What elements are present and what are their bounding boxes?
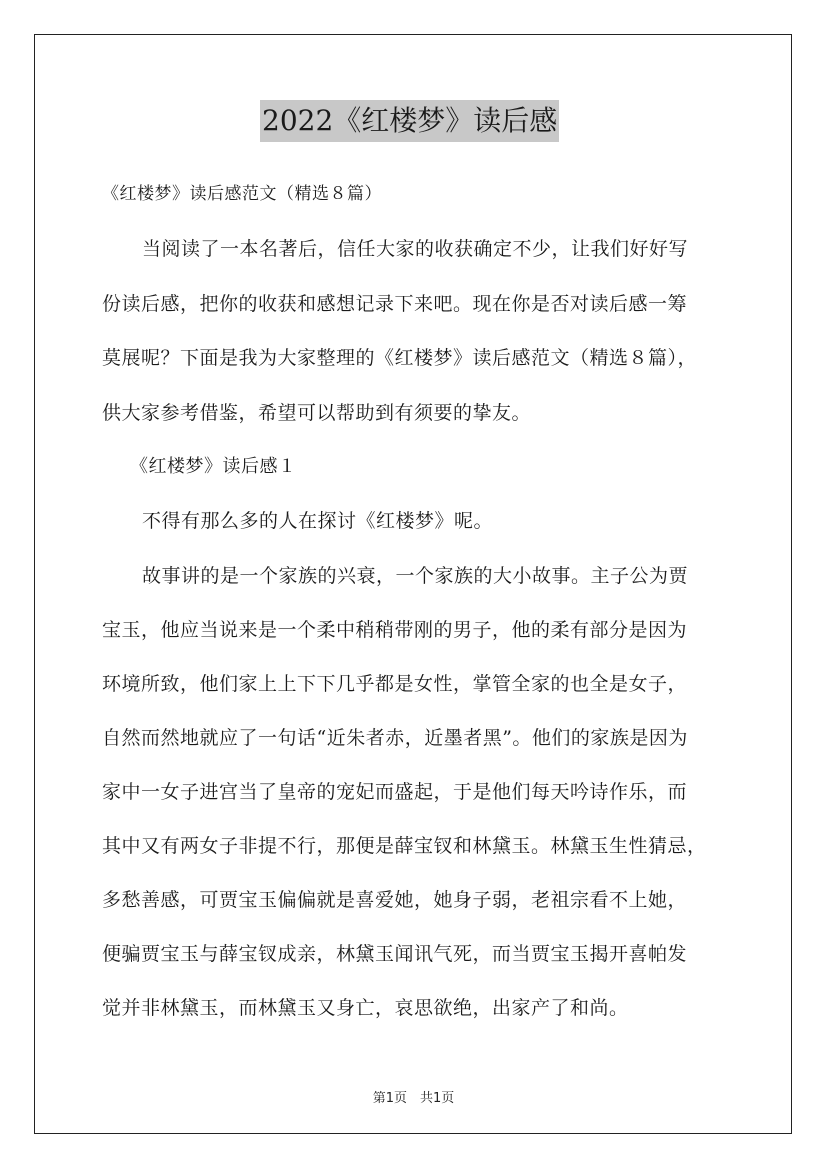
page-footer: 第1页 共1页	[372, 1091, 455, 1106]
body-line: 其中又有两女子非提不行，那便是薛宝钗和林黛玉。林黛玉生性猜忌，	[102, 835, 707, 857]
intro-line: 莫展呢？下面是我为大家整理的《红楼梦》读后感范文（精选８篇），	[102, 347, 698, 369]
body-line: 自然而然地就应了一句话“近朱者赤，近墨者黑”。他们的家族是因为	[102, 727, 688, 749]
body-line: 觉并非林黛玉，而林黛玉又身亡，哀思欲绝，出家产了和尚。	[102, 997, 629, 1019]
intro-line: 供大家参考借鉴，希望可以帮助到有须要的挚友。	[102, 402, 532, 424]
body-line: 宝玉，他应当说来是一个柔中稍稍带刚的男子，他的柔有部分是因为	[102, 619, 688, 641]
document-subtitle: 《红楼梦》读后感范文（精选８篇）	[102, 184, 382, 204]
body-line: 多愁善感，可贾宝玉偏偏就是喜爱她，她身子弱，老祖宗看不上她，	[102, 889, 688, 911]
body-line: 便骗贾宝玉与薛宝钗成亲，林黛玉闻讯气死，而当贾宝玉揭开喜帕发	[102, 943, 688, 965]
body-line: 家中一女子进宫当了皇帝的宠妃而盛起，于是他们每天吟诗作乐，而	[102, 781, 688, 803]
intro-line: 份读后感，把你的收获和感想记录下来吧。现在你是否对读后感一筹	[102, 293, 688, 315]
body-line: 故事讲的是一个家族的兴衰，一个家族的大小故事。主子公为贾	[142, 565, 689, 587]
section-heading: 《红楼梦》读后感１	[130, 456, 297, 477]
paragraph-line: 不得有那么多的人在探讨《红楼梦》呢。	[142, 510, 494, 532]
body-line: 环境所致，他们家上上下下几乎都是女性，掌管全家的也全是女子，	[102, 673, 688, 695]
intro-line: 当阅读了一本名著后，信任大家的收获确定不少，让我们好好写	[142, 238, 689, 260]
document-title: 2022《红楼梦》读后感	[260, 100, 559, 142]
